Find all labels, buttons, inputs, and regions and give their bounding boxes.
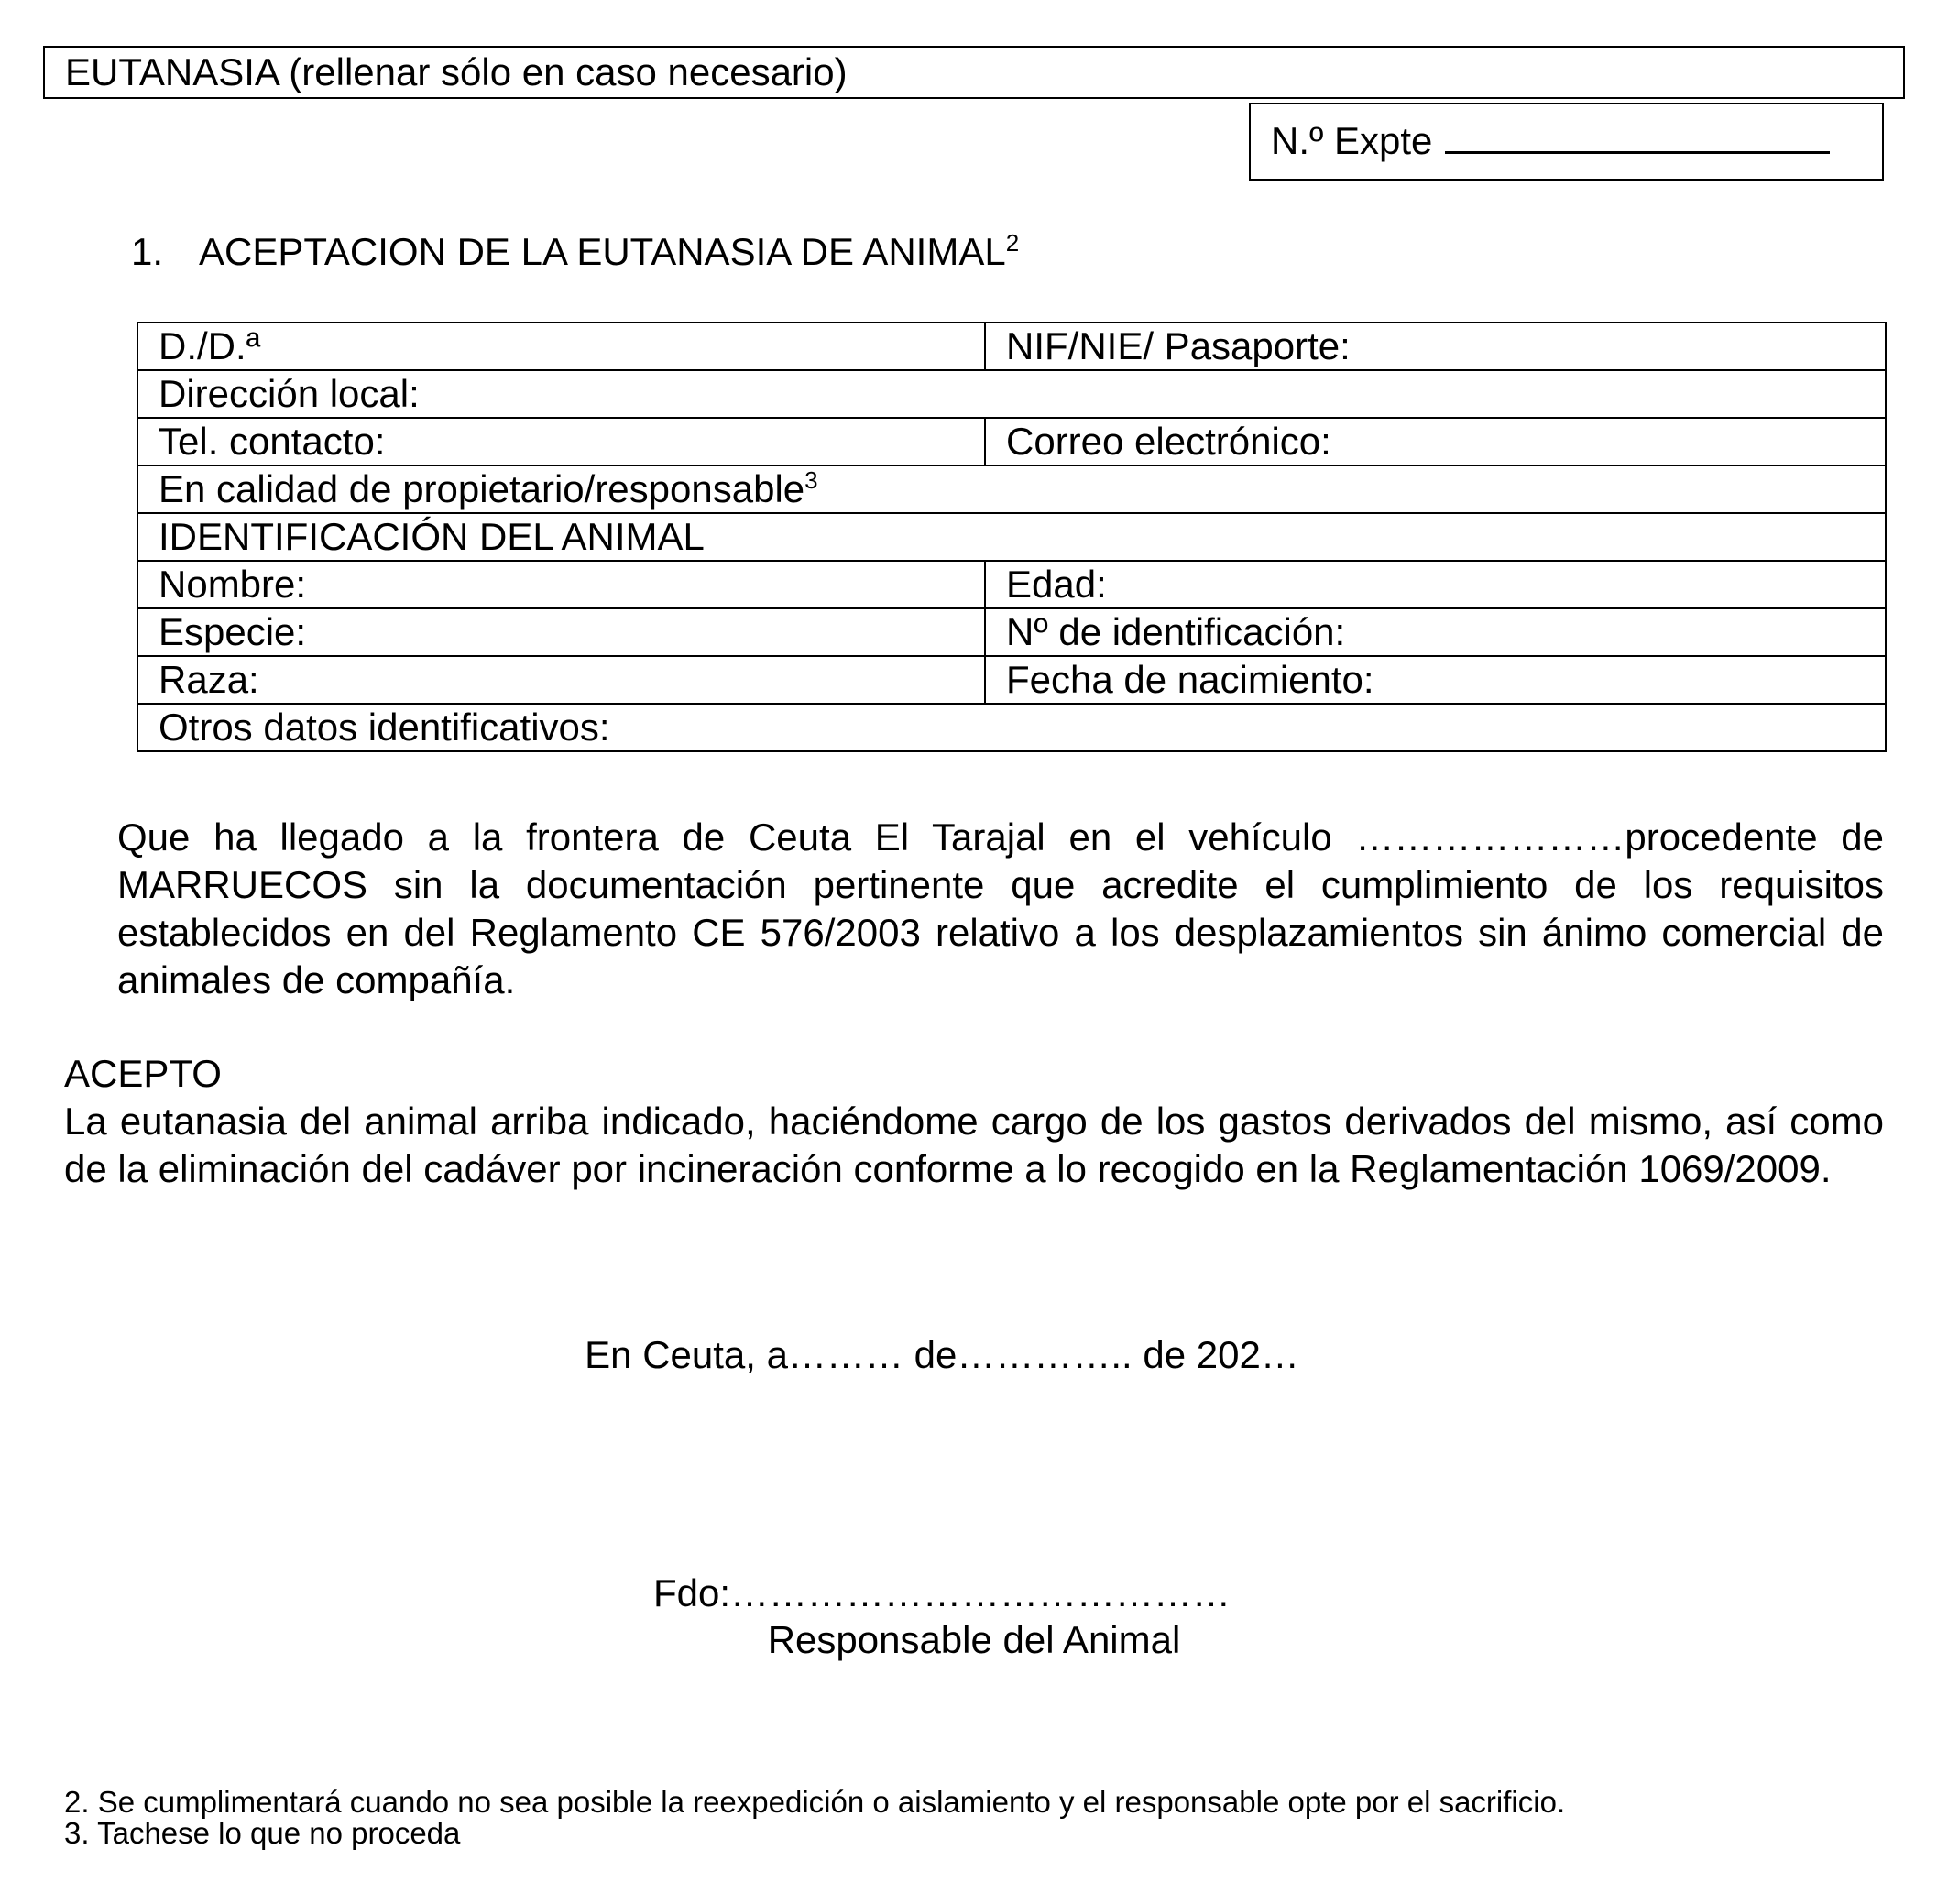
- animal-birthdate-cell[interactable]: Fecha de nacimiento:: [985, 656, 1886, 704]
- footnote-3: 3. Tachese lo que no proceda: [64, 1816, 461, 1850]
- animal-age-cell[interactable]: Edad:: [985, 561, 1886, 608]
- expediente-blank[interactable]: [1445, 120, 1830, 154]
- footnote-ref-3: 3: [804, 466, 818, 494]
- acepto-paragraph: La eutanasia del animal arriba indicado, haciéndome cargo de los gastos derivados del mismo, así como de la eliminación del cadáver por incineración conforme a lo recogido en la Reglamentación 1069/2009.: [64, 1100, 1884, 1190]
- expediente-label: N.º Expte: [1271, 119, 1433, 162]
- footnote-ref-2: 2: [1005, 229, 1020, 257]
- animal-name-cell[interactable]: Nombre:: [137, 561, 985, 608]
- phone-cell[interactable]: Tel. contacto:: [137, 418, 985, 465]
- acepto-heading: ACEPTO: [64, 1052, 222, 1095]
- email-cell[interactable]: Correo electrónico:: [985, 418, 1886, 465]
- table-row: [137, 561, 1886, 608]
- animal-breed-cell[interactable]: Raza:: [137, 656, 985, 704]
- footnotes: [64, 1787, 1565, 1849]
- table-row: [137, 608, 1886, 656]
- animal-id-heading: IDENTIFICACIÓN DEL ANIMAL: [137, 513, 1886, 561]
- section-heading: [131, 227, 1019, 277]
- owner-role-cell[interactable]: [137, 465, 1886, 513]
- table-row: [137, 370, 1886, 418]
- table-row: [137, 465, 1886, 513]
- table-row: [137, 418, 1886, 465]
- table-row: [137, 656, 1886, 704]
- arrival-paragraph: Que ha llegado a la frontera de Ceuta El Tarajal en el vehículo …………………procedente de MARRUECOS sin la documentación pertinente que acredite el cumplimiento de los requisitos establecidos en del Reglamento CE 576/2003 relativo a los desplazamientos sin ánimo comercial de animales de compañía.: [117, 815, 1884, 1001]
- owner-animal-table: [137, 322, 1887, 752]
- owner-name-cell[interactable]: D./D.ª: [137, 323, 985, 370]
- form-title-box: [43, 46, 1905, 99]
- date-line: En Ceuta, a……… de………….. de 202…: [585, 1333, 1299, 1376]
- form-title: EUTANASIA (rellenar sólo en caso necesario): [65, 50, 848, 93]
- animal-id-number-cell[interactable]: Nº de identificación:: [985, 608, 1886, 656]
- table-row: [137, 323, 1886, 370]
- owner-role-label: En calidad de propietario/responsable: [159, 467, 805, 510]
- signature-line: Fdo:…………………………………: [652, 1571, 1231, 1614]
- table-row: [137, 513, 1886, 561]
- section-number: 1.: [131, 230, 164, 273]
- table-row: [137, 704, 1886, 751]
- address-cell[interactable]: Dirección local:: [137, 370, 1886, 418]
- footnote-2: 2. Se cumplimentará cuando no sea posible la reexpedición o aislamiento y el responsable opte por el sacrificio.: [64, 1785, 1566, 1819]
- animal-species-cell[interactable]: Especie:: [137, 608, 985, 656]
- signature-role: Responsable del Animal: [767, 1618, 1181, 1661]
- other-data-cell[interactable]: Otros datos identificativos:: [137, 704, 1886, 751]
- owner-id-cell[interactable]: NIF/NIE/ Pasaporte:: [985, 323, 1886, 370]
- expediente-box: [1249, 103, 1884, 181]
- section-title: ACEPTACION DE LA EUTANASIA DE ANIMAL: [199, 230, 1006, 273]
